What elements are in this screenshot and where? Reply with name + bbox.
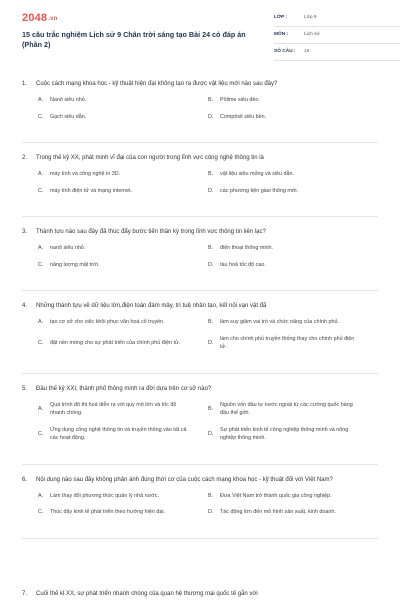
- question-item: [22, 154, 378, 203]
- question-text: [22, 154, 378, 163]
- question-item: [22, 476, 378, 525]
- question-text: [22, 302, 378, 311]
- answer-option[interactable]: [208, 261, 378, 270]
- question-text: [22, 80, 378, 89]
- option-text: nanô siêu nhỏ.: [50, 245, 86, 251]
- answer-option[interactable]: [38, 335, 208, 352]
- option-text: Làm thay đổi phương thức quản lý nhà nước.: [50, 492, 159, 499]
- option-list: [22, 318, 378, 360]
- option-text: Nanô siêu nhỏ.: [50, 97, 87, 103]
- meta-value: Lịch sử: [304, 32, 320, 37]
- option-letter: A.: [38, 492, 44, 499]
- option-text: làm cho chính phủ truyền thống thay cho chính phủ điện tử.: [220, 335, 355, 350]
- option-text: các phương tiện giao thông mới.: [220, 187, 299, 194]
- meta-row-count: [274, 46, 400, 61]
- answer-option[interactable]: [38, 244, 208, 253]
- option-letter: A.: [38, 405, 44, 412]
- question-item: [22, 302, 378, 360]
- question-divider: [22, 464, 378, 465]
- answer-option[interactable]: [38, 170, 208, 179]
- question-list: [22, 80, 378, 550]
- answer-option[interactable]: [38, 508, 208, 517]
- option-text: máy tính và công nghệ in 3D.: [50, 171, 121, 177]
- answer-option[interactable]: [208, 170, 378, 179]
- question-body: Thành tựu nào sau đây đã thúc đẩy bước tiến thần kỳ trong lĩnh vực thông tin liên lạc?: [36, 229, 266, 235]
- option-letter: D.: [208, 113, 214, 120]
- question-number: 7.: [22, 591, 28, 597]
- meta-info: [274, 12, 400, 63]
- answer-option[interactable]: [38, 113, 208, 122]
- option-letter: A.: [38, 319, 44, 325]
- question-number: 6.: [22, 476, 28, 483]
- option-list: [22, 244, 378, 277]
- option-letter: C.: [38, 339, 44, 346]
- option-text: năng lượng mặt trời.: [50, 261, 100, 268]
- option-letter: D.: [208, 339, 214, 346]
- option-text: Pôlime siêu dẻo.: [220, 97, 260, 103]
- logo-text: 2048: [22, 12, 48, 24]
- question-divider: [22, 538, 378, 539]
- meta-label: LỚP :: [274, 15, 288, 20]
- option-text: Quá trình đô thị hoá diễn ra với quy mô lớn và tốc độ nhanh chóng.: [50, 401, 177, 416]
- question-body: Trong thế kỷ XX, phát minh vĩ đại của con người trong lĩnh vực công nghệ thông tin là: [36, 155, 264, 161]
- meta-value: Lớp 9: [304, 15, 317, 20]
- logo-suffix: .vn: [48, 16, 58, 22]
- question-body: Đầu thế kỷ XXI, thành phố thông minh ra đời dựa trên cơ sở nào?: [36, 385, 212, 392]
- option-letter: C.: [38, 261, 44, 268]
- answer-option[interactable]: [208, 187, 378, 196]
- option-text: máy tính điện tử và mạng internet.: [50, 187, 133, 194]
- question-number: 1.: [22, 81, 28, 87]
- answer-option[interactable]: [208, 318, 378, 327]
- meta-label: SỐ CÂU :: [274, 49, 296, 54]
- option-letter: C.: [38, 509, 44, 515]
- option-list: [22, 96, 378, 129]
- option-text: Compôsit siêu bền.: [220, 113, 267, 120]
- option-letter: D.: [208, 187, 214, 194]
- option-text: Tác động lớn đến mô hình sản xuất, kinh doanh.: [220, 509, 336, 515]
- option-text: điện thoại thông minh.: [220, 245, 274, 251]
- answer-option[interactable]: [38, 187, 208, 196]
- question-body: Nội dung nào sau đây không phản ánh đúng thời cơ của cuộc cách mạng khoa học - kỹ thuật đối với Việt Nam?: [36, 476, 333, 483]
- option-text: Thúc đẩy kinh tế phát triển theo hướng hiện đại.: [50, 509, 166, 515]
- option-list: [22, 492, 378, 525]
- answer-option[interactable]: [208, 508, 378, 517]
- option-list: [22, 170, 378, 203]
- answer-option[interactable]: [208, 335, 378, 352]
- answer-option[interactable]: [38, 96, 208, 105]
- answer-option[interactable]: [208, 492, 378, 501]
- option-list: [22, 401, 378, 451]
- option-letter: A.: [38, 97, 44, 103]
- question-text: [22, 228, 378, 237]
- question-text: [22, 385, 378, 394]
- site-logo[interactable]: [22, 12, 58, 24]
- question-item: [22, 80, 378, 129]
- question-body: Những thành tựu về dữ liệu lớn,điện toán đám mây, trí tuệ nhân tạo, kết nối vạn vật đã: [36, 303, 267, 309]
- option-letter: D.: [208, 430, 214, 437]
- question-divider: [22, 142, 378, 143]
- option-text: Đưa Việt Nam trở thành quốc gia công nghiệp.: [220, 492, 332, 499]
- question-body: Cuộc cách mạng khoa học - kỹ thuật hiện đại không tạo ra được vật liệu mới nào sau đây?: [36, 81, 278, 87]
- option-letter: A.: [38, 245, 44, 251]
- question-number: 4.: [22, 303, 28, 309]
- option-letter: B.: [208, 245, 214, 251]
- option-letter: A.: [38, 171, 44, 177]
- answer-option[interactable]: [208, 244, 378, 253]
- answer-option[interactable]: [38, 426, 208, 443]
- answer-option[interactable]: [208, 96, 378, 105]
- meta-label: MÔN :: [274, 32, 289, 37]
- question-number: 5.: [22, 385, 28, 392]
- answer-option[interactable]: [38, 492, 208, 501]
- option-letter: B.: [208, 405, 214, 412]
- option-letter: C.: [38, 113, 44, 120]
- meta-row-grade: [274, 12, 400, 27]
- question-text: [22, 476, 378, 485]
- question-divider: [22, 216, 378, 217]
- option-text: đặt nền móng cho sự phát triển của chính phủ điện tử.: [50, 339, 181, 346]
- question-divider: [22, 290, 378, 291]
- option-letter: C.: [38, 430, 44, 437]
- option-text: tạo cơ sở cho việc khôi phục văn hoá cổ truyền.: [50, 319, 165, 325]
- document-title: 15 câu trắc nghiệm Lịch sử 9 Chân trời sáng tạo Bài 24 có đáp án (Phần 2): [22, 30, 246, 49]
- option-letter: B.: [208, 171, 214, 177]
- option-text: Sự phát triển kinh tế công nghiệp thông minh và nông nghiệp thông minh.: [220, 426, 349, 441]
- question-number: 3.: [22, 229, 28, 235]
- question-text: [22, 590, 378, 599]
- answer-option[interactable]: [208, 113, 378, 122]
- option-letter: B.: [208, 97, 214, 103]
- option-letter: D.: [208, 261, 214, 268]
- option-text: làm suy giảm vai trò và chức năng của chính phủ.: [220, 319, 339, 325]
- option-text: Ứng dụng công nghệ thông tin và truyền thông vào tất cả các hoạt động.: [50, 426, 187, 441]
- option-text: tàu hoả tốc độ cao.: [220, 261, 266, 268]
- option-letter: B.: [208, 319, 214, 325]
- answer-option[interactable]: [208, 426, 378, 443]
- option-letter: D.: [208, 509, 214, 515]
- option-text: Gạch siêu dẫn.: [50, 113, 87, 120]
- answer-option[interactable]: [38, 401, 208, 418]
- question-item: [22, 385, 378, 451]
- answer-option[interactable]: [38, 318, 208, 327]
- answer-option[interactable]: [38, 261, 208, 270]
- question-body: Cuối thế kỉ XX, sự phát triển nhanh chóng của quan hệ thương mại quốc tế gắn với: [36, 591, 258, 597]
- question-number: 2.: [22, 155, 28, 161]
- meta-row-subject: [274, 29, 400, 44]
- option-text: Nguồn vốn đầu tư nước ngoài từ các cường quốc hàng đầu thế giới.: [220, 401, 353, 416]
- question-item: [22, 228, 378, 277]
- answer-option[interactable]: [208, 401, 378, 418]
- option-letter: C.: [38, 187, 44, 194]
- meta-value: 15: [304, 49, 310, 54]
- cutoff-question: [0, 585, 400, 600]
- option-letter: B.: [208, 492, 214, 499]
- question-divider: [22, 373, 378, 374]
- option-text: vật liệu siêu mỏng và siêu dẫn.: [220, 171, 295, 177]
- document-header: [22, 12, 382, 58]
